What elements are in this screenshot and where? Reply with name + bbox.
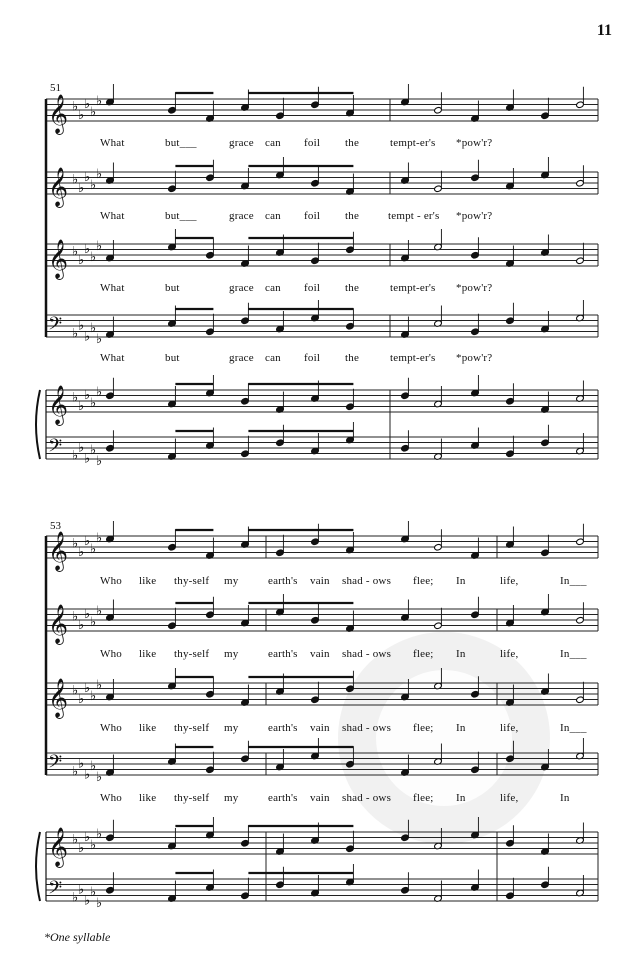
lyric: my xyxy=(224,792,239,804)
bass-clef-icon: 𝄢 xyxy=(48,878,63,903)
lyric: *pow'r? xyxy=(456,137,493,149)
lyric: earth's xyxy=(268,722,298,734)
measure-number: 51 xyxy=(50,82,61,94)
lyric: the xyxy=(345,210,360,222)
lyric: earth's xyxy=(268,575,298,587)
lyric: like xyxy=(139,648,157,660)
lyric: What xyxy=(100,282,125,294)
flat-icon: ♭ xyxy=(90,321,97,336)
flat-icon: ♭ xyxy=(96,896,103,911)
lyric: like xyxy=(139,722,157,734)
lyric: can xyxy=(265,210,281,222)
lyric: life, xyxy=(500,722,519,734)
flat-icon: ♭ xyxy=(84,241,91,257)
lyric: In xyxy=(560,792,570,804)
lyric: grace xyxy=(229,137,254,149)
lyric: can xyxy=(265,137,281,149)
flat-icon: ♭ xyxy=(84,329,91,345)
measure-number: 53 xyxy=(50,520,61,532)
lyric: but___ xyxy=(165,210,197,222)
lyric: Who xyxy=(100,792,122,804)
flat-icon: ♭ xyxy=(84,893,91,909)
flat-icon: ♭ xyxy=(84,767,91,783)
lyric: vain xyxy=(310,722,330,734)
lyric: flee; xyxy=(413,722,434,734)
flat-icon: ♭ xyxy=(84,387,91,403)
flat-icon: ♭ xyxy=(96,531,103,546)
lyric: life, xyxy=(500,792,519,804)
flat-icon: ♭ xyxy=(90,250,97,265)
lyric: but___ xyxy=(165,137,197,149)
flat-icon: ♭ xyxy=(96,239,103,254)
lyric: shad - ows xyxy=(342,648,392,660)
flat-icon: ♭ xyxy=(72,448,79,464)
lyric: flee; xyxy=(413,792,434,804)
flat-icon: ♭ xyxy=(72,99,79,115)
flat-icon: ♭ xyxy=(78,544,85,560)
lyric: but xyxy=(165,282,180,294)
flat-icon: ♭ xyxy=(72,764,79,780)
flat-icon: ♭ xyxy=(84,451,91,467)
flat-icon: ♭ xyxy=(84,829,91,845)
lyric: the xyxy=(345,352,360,364)
treble-clef-icon: 𝄞 xyxy=(48,239,69,279)
flat-icon: ♭ xyxy=(72,890,79,906)
lyric: *pow'r? xyxy=(456,352,493,364)
flat-icon: ♭ xyxy=(78,882,85,898)
flat-icon: ♭ xyxy=(78,617,85,633)
lyric: tempt-er's xyxy=(390,137,436,149)
lyric: flee; xyxy=(413,648,434,660)
flat-icon: ♭ xyxy=(90,615,97,630)
flat-icon: ♭ xyxy=(78,440,85,456)
lyric: In___ xyxy=(560,575,587,587)
lyric: life, xyxy=(500,575,519,587)
flat-icon: ♭ xyxy=(72,390,79,406)
flat-icon: ♭ xyxy=(96,604,103,619)
footnote: *One syllable xyxy=(44,930,111,944)
lyric: earth's xyxy=(268,648,298,660)
lyric: life, xyxy=(500,648,519,660)
lyric: grace xyxy=(229,352,254,364)
lyric: my xyxy=(224,722,239,734)
treble-clef-icon: 𝄞 xyxy=(48,531,69,571)
lyric: like xyxy=(139,575,157,587)
flat-icon: ♭ xyxy=(96,332,103,347)
lyric: tempt-er's xyxy=(390,282,436,294)
treble-clef-icon: 𝄞 xyxy=(48,167,69,207)
lyric: can xyxy=(265,282,281,294)
flat-icon: ♭ xyxy=(84,680,91,696)
lyric: Who xyxy=(100,575,122,587)
bass-clef-icon: 𝄢 xyxy=(48,314,63,339)
flat-icon: ♭ xyxy=(90,396,97,411)
lyric: shad - ows xyxy=(342,792,392,804)
page-number: 11 xyxy=(596,22,612,39)
flat-icon: ♭ xyxy=(90,689,97,704)
flat-icon: ♭ xyxy=(96,454,103,469)
flat-icon: ♭ xyxy=(72,832,79,848)
lyric: but xyxy=(165,352,180,364)
lyric: thy-self xyxy=(174,648,210,660)
flat-icon: ♭ xyxy=(72,683,79,699)
flat-icon: ♭ xyxy=(78,691,85,707)
lyric: shad - ows xyxy=(342,722,392,734)
flat-icon: ♭ xyxy=(78,840,85,856)
lyric: *pow'r? xyxy=(456,210,493,222)
lyric: like xyxy=(139,792,157,804)
flat-icon: ♭ xyxy=(78,398,85,414)
flat-icon: ♭ xyxy=(96,827,103,842)
lyric: tempt - er's xyxy=(388,210,440,222)
lyric: earth's xyxy=(268,792,298,804)
flat-icon: ♭ xyxy=(90,542,97,557)
lyric: foil xyxy=(304,352,321,364)
lyric: shad - ows xyxy=(342,575,392,587)
flat-icon: ♭ xyxy=(84,606,91,622)
treble-clef-icon: 𝄞 xyxy=(48,678,69,718)
treble-clef-icon: 𝄞 xyxy=(48,385,69,425)
flat-icon: ♭ xyxy=(96,167,103,182)
lyric: thy-self xyxy=(174,722,210,734)
lyric: grace xyxy=(229,210,254,222)
flat-icon: ♭ xyxy=(84,169,91,185)
flat-icon: ♭ xyxy=(72,244,79,260)
lyric: What xyxy=(100,210,125,222)
lyric: my xyxy=(224,648,239,660)
lyric: vain xyxy=(310,648,330,660)
lyric: the xyxy=(345,137,360,149)
lyric: grace xyxy=(229,282,254,294)
flat-icon: ♭ xyxy=(78,756,85,772)
flat-icon: ♭ xyxy=(90,105,97,120)
flat-icon: ♭ xyxy=(90,759,97,774)
flat-icon: ♭ xyxy=(78,180,85,196)
flat-icon: ♭ xyxy=(78,107,85,123)
flat-icon: ♭ xyxy=(96,678,103,693)
lyric: foil xyxy=(304,137,321,149)
bass-clef-icon: 𝄢 xyxy=(48,752,63,777)
flat-icon: ♭ xyxy=(84,96,91,112)
lyric: flee; xyxy=(413,575,434,587)
flat-icon: ♭ xyxy=(78,318,85,334)
flat-icon: ♭ xyxy=(90,838,97,853)
lyric: Who xyxy=(100,648,122,660)
flat-icon: ♭ xyxy=(78,252,85,268)
bass-clef-icon: 𝄢 xyxy=(48,436,63,461)
flat-icon: ♭ xyxy=(90,443,97,458)
lyric: In xyxy=(456,792,466,804)
flat-icon: ♭ xyxy=(72,609,79,625)
lyric: vain xyxy=(310,575,330,587)
lyric: *pow'r? xyxy=(456,282,493,294)
flat-icon: ♭ xyxy=(90,178,97,193)
lyric: foil xyxy=(304,282,321,294)
lyric: In xyxy=(456,648,466,660)
lyric: In___ xyxy=(560,722,587,734)
piano-brace-curve xyxy=(36,832,40,901)
flat-icon: ♭ xyxy=(84,533,91,549)
flat-icon: ♭ xyxy=(90,885,97,900)
treble-clef-icon: 𝄞 xyxy=(48,94,69,134)
lyric: In xyxy=(456,722,466,734)
flat-icon: ♭ xyxy=(96,94,103,109)
flat-icon: ♭ xyxy=(96,770,103,785)
lyric: foil xyxy=(304,210,321,222)
lyric: vain xyxy=(310,792,330,804)
flat-icon: ♭ xyxy=(72,326,79,342)
lyric: tempt-er's xyxy=(390,352,436,364)
lyric: What xyxy=(100,352,125,364)
flat-icon: ♭ xyxy=(72,172,79,188)
lyric: In___ xyxy=(560,648,587,660)
lyric: In xyxy=(456,575,466,587)
lyric: can xyxy=(265,352,281,364)
piano-brace-curve xyxy=(36,390,40,459)
treble-clef-icon: 𝄞 xyxy=(48,827,69,867)
lyric: What xyxy=(100,137,125,149)
lyric: Who xyxy=(100,722,122,734)
lyric: the xyxy=(345,282,360,294)
treble-clef-icon: 𝄞 xyxy=(48,604,69,644)
lyric: thy-self xyxy=(174,792,210,804)
flat-icon: ♭ xyxy=(96,385,103,400)
lyric: thy-self xyxy=(174,575,210,587)
lyric: my xyxy=(224,575,239,587)
flat-icon: ♭ xyxy=(72,536,79,552)
